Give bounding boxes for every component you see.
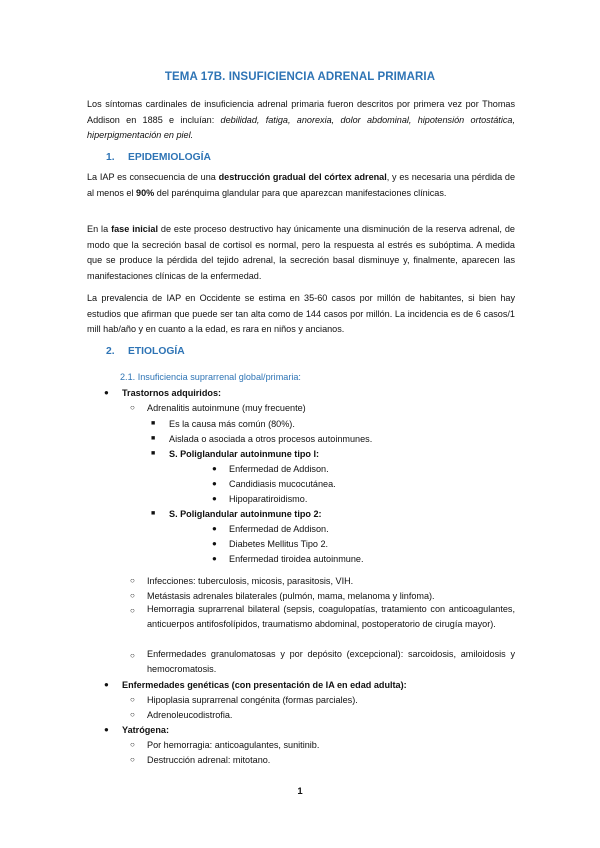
list-item-infecciones: Infecciones: tuberculosis, micosis, parasitosis, VIH. — [147, 576, 354, 586]
section-number: 1. — [106, 152, 115, 163]
list-item-granulomatosas: Enfermedades granulomatosas y por depósito (excepcional): sarcoidosis, amiloidosis y hemocromatosis. — [147, 649, 515, 674]
bold-run: 90% — [136, 187, 155, 198]
disc-bullet: ● — [212, 479, 217, 488]
epidemiologia-paragraph-3: La prevalencia de IAP en Occidente se estima en 35-60 casos por millón de habitantes, si bien hay estudios que afirman que puede ser tan alta como de 144 casos por millón. La incidencia es de 6 casos/1 mill hab/año y en cuanto a la edad, es rara en niños y ancianos. — [87, 293, 515, 334]
disc-bullet: ● — [212, 539, 217, 548]
section-heading-epidemiologia — [106, 152, 211, 163]
list-item: Hipoparatiroidismo. — [229, 494, 308, 504]
list-item: Enfermedad tiroidea autoinmune. — [229, 554, 364, 564]
disc-bullet: ● — [212, 494, 217, 503]
ring-bullet: ○ — [130, 591, 135, 600]
text-run: de este proceso destructivo hay únicamente una disminución de la reserva adrenal, de modo que la secreción basal de cortisol es normal, pero la respuesta al estrés es subóptima. A medida que se produce la pérdida del tejido adrenal, la secreción basal disminuye y, finalmente, aparecen las manifestaciones clínicas de la enfermedad. — [87, 224, 515, 281]
text-run: En la — [87, 224, 112, 234]
disc-bullet: ● — [212, 464, 217, 473]
subsection-heading: 2.1. Insuficiencia suprarrenal global/primaria: — [120, 372, 301, 382]
square-bullet: ■ — [151, 435, 156, 442]
disc-bullet: ● — [212, 524, 217, 533]
list-item-adrenalitis: Adrenalitis autoinmune (muy frecuente) — [147, 403, 306, 413]
list-item-yatrogena: Yatrógena: — [122, 725, 169, 735]
text-run: del parénquima glandular para que aparezcan manifestaciones clínicas. — [154, 187, 447, 198]
disc-bullet: ● — [212, 554, 217, 563]
list-item: Diabetes Mellitus Tipo 2. — [229, 539, 329, 549]
section-heading-etiologia — [106, 346, 185, 357]
list-item: Aislada o asociada a otros procesos autoinmunes. — [169, 434, 373, 444]
list-item: Adrenoleucodistrofia. — [147, 710, 233, 720]
list-item: Hipoplasia suprarrenal congénita (formas parciales). — [147, 695, 358, 705]
ring-bullet: ○ — [130, 651, 135, 660]
square-bullet: ■ — [151, 420, 156, 427]
bold-run: fase inicial — [111, 224, 158, 234]
ring-bullet: ○ — [130, 755, 135, 764]
list-item: Es la causa más común (80%). — [169, 419, 295, 429]
list-item-metastasis: Metástasis adrenales bilaterales (pulmón, mama, melanoma y linfoma). — [147, 591, 435, 601]
text-run: La IAP es consecuencia de una — [87, 172, 219, 182]
list-item: Enfermedad de Addison. — [229, 464, 329, 474]
list-item-geneticas: Enfermedades genéticas (con presentación de IA en edad adulta): — [122, 680, 407, 690]
text-run: , y es necesaria una pérdida de al menos el — [87, 172, 515, 198]
section-number: 2. — [106, 346, 115, 357]
list-item: Enfermedad de Addison. — [229, 524, 329, 534]
ring-bullet: ○ — [130, 606, 135, 615]
square-bullet: ■ — [151, 450, 156, 457]
epidemiologia-paragraph-2 — [87, 222, 515, 284]
list-item-hemorragia: Hemorragia suprarrenal bilateral (sepsis, coagulopatías, tratamiento con anticoagulantes, anticuerpos antifosfolípidos, traumatismo abdominal, postoperatorio de cirugía mayor). — [147, 604, 515, 629]
disc-bullet: ● — [104, 680, 109, 689]
list-item-spa2: S. Poliglandular autoinmune tipo 2: — [169, 509, 322, 519]
list-item-adquiridos: Trastornos adquiridos: — [122, 388, 222, 398]
ring-bullet: ○ — [130, 710, 135, 719]
intro-paragraph — [87, 97, 515, 144]
intro-symptoms: debilidad, fatiga, anorexia, dolor abdominal, hipotensión ortostática, hiperpigmentación en piel. — [87, 114, 515, 140]
intro-text: Los síntomas cardinales de insuficiencia adrenal primaria fueron descritos por primera vez por Thomas Addison en 1885 e incluían: — [87, 99, 515, 125]
section-title: EPIDEMIOLOGÍA — [128, 152, 211, 163]
epidemiologia-paragraph-1 — [87, 170, 515, 201]
list-item-spa1: S. Poliglandular autoinmune tipo I: — [169, 449, 320, 459]
ring-bullet: ○ — [130, 740, 135, 749]
ring-bullet: ○ — [130, 403, 135, 412]
list-item: Destrucción adrenal: mitotano. — [147, 755, 271, 765]
list-item: Candidiasis mucocutánea. — [229, 479, 336, 489]
disc-bullet: ● — [104, 388, 109, 397]
disc-bullet: ● — [104, 725, 109, 734]
page-number: 1 — [297, 786, 303, 797]
bold-run: destrucción gradual del córtex adrenal — [218, 172, 387, 182]
ring-bullet: ○ — [130, 576, 135, 585]
list-item: Por hemorragia: anticoagulantes, sunitinib. — [147, 740, 320, 750]
page-title: TEMA 17B. INSUFICIENCIA ADRENAL PRIMARIA — [164, 71, 436, 83]
ring-bullet: ○ — [130, 695, 135, 704]
section-title: ETIOLOGÍA — [128, 346, 185, 357]
square-bullet: ■ — [151, 510, 156, 517]
